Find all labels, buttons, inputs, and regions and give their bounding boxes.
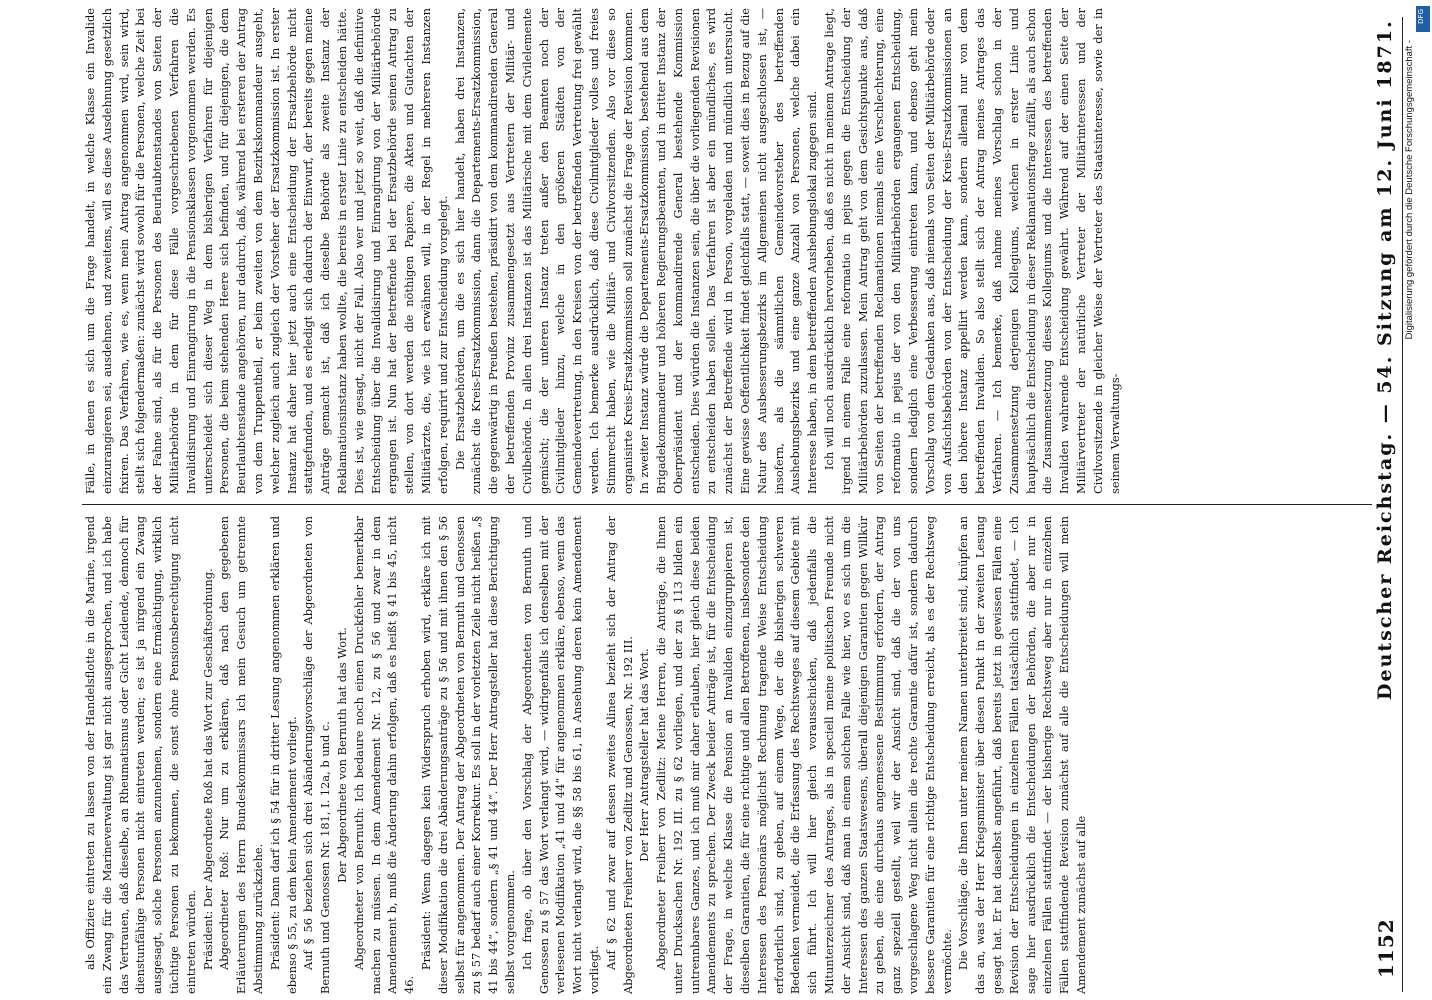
paragraph: Abgeordneter Freiherr von Zedlitz: Meine Herren, die Anträge, die Ihnen unter Drucksachen Nr. 192 III. zu § 62 vorliegen, und der zu § 113 bilden ein untrennbares Ganzes, und ich muß mir daher erlauben, hier gleich diese beiden Amendements zu sprechen. Der Zweck beider Anträge ist, für die Entscheidung der Frage, in welche Klasse die Pension an Invaliden einzugruppieren ist, dieselben Garantien, die für eine richtige und allen Betroffenen, insbesondere den Interessen des Pensionärs möglichst Rechnung tragende Weise Entscheidung erforderlich sind, zu geben, auf einem Wege, der die bisherigen schweren Bedenken vermeidet, die die Erfassung des Rechtsweges auf diesem Gebiete mit sich führt. Ich will hier gleich vorausschicken, daß jedenfalls die Mitunterzeichner des Antrages, als in speciell meine politischen Freunde nicht der Ansicht sind, daß man in einem solchen Falle wie hier, wo es sich um die Interessen des ganzen Staatswesens, überall diejenigen Garantien gegen Willkür zu geben, die eine durchaus angemessene Bestimmung erfordern, der Antrag ganz speziell gestellt, weil wir der Ansicht sind, daß die der von uns vorgeschlagene Weg nicht allein die rechte Garantie dafür ist, sondern dadurch bessere Garantien für eine richtige Entscheidung erreicht, als es der Rechtsweg vermöchte. bbox=[654, 516, 954, 994]
paragraph: Der Herr Antragsteller hat das Wort. bbox=[637, 648, 652, 862]
credit-text: Digitalisierung gefördert durch die Deutsche Forschungsgemeinschaft - bbox=[1404, 40, 1415, 340]
paragraph: Präsident: Dann darf ich § 54 für in dritter Lesung angenommen erklären und ebenso § 55, zu dem kein Amendement vorliegt. bbox=[267, 516, 299, 994]
dfg-logo-text: DFG bbox=[1417, 9, 1425, 24]
paragraph: als Offiziere eintreten zu lassen von der Handelsflotte in die Marine, irgend ein Zwang für die Marineverwaltung ist gar nicht ausgesprochen, und ich habe das Vertrauen, daß dieselbe, an Rheumatismus oder Gicht Leidende, dennoch für dienstunfähige Personen nicht eintreten werden; es ist ja nirgend ein Zwang ausgesagt, solche Personen anzunehmen, sondern eine Ermächtigung, wirklich tüchtige Personen zu bekommen, die sonst ohne Pensionsberechtigung nicht eintreten würden. bbox=[83, 516, 198, 994]
paragraph: Der Abgeordnete von Bernuth hat das Wort. bbox=[334, 627, 349, 883]
column-divider bbox=[82, 504, 1372, 505]
paragraph: Abgeordneter von Bernuth: Ich bedaure noch einen Druckfehler bemerkbar machen zu müssen. In dem Amendement Nr. 12, zu § 56 und zwar in dem Amendement b, muß die Änderung dahin erfolgen, daß es heißt § 41 bis 45, nicht 46. bbox=[351, 516, 417, 994]
paragraph: Fälle, in denen es sich um die Frage handelt, in welche Klasse ein Invalide einzurangieren sei, ausdehnen, und zweitens, will es diese Ausdehnung gesetzlich fixiren. Das Verfahren, wie es, wenn mein Antrag angenommen wird, sein wird, stellt sich folgendermaßen: zunächst wird sowohl für die Personen, welche Zeit bei der Fahne sind, als für die Personen des Beurlaubtenstandes von Seiten der Militärbehörde in dem für diese Fälle vorgeschriebenen Verfahren die Invalidisirung und Einrangirung in die Pensionsklassen vorgenommen werden. Es unterscheidet sich dieser Weg in dem bisherigen Verfahren für diejenigen Personen, die beim stehenden Heere sich befinden, und für diejenigen, die dem Beurlaubtenstande angehören, nur dadurch, daß, während bei ersteren der Antrag von dem Truppentheil, er beim zweiten von dem Bezirkskommandeur ausgeht, welcher zugleich auch zugleich der Vorsteher der Ersatzkommission ist. In erster Instanz hat daher hier jetzt auch eine Entscheidung der Ersatzbehörde nicht stattgefunden, und es erledigt sich dadurch der Einwurf, der bereits gegen meine Anträge gemacht ist, daß ich dieselbe Behörde als zweite Instanz der Reklamationsinstanz haben wollte, die bereits in erster Linie zu entscheiden hätte. Dies ist, wie gesagt, nicht der Fall. Also wer und jetzt so weit, daß die definitive Entscheidung über die Invalidisirung und Einrangirung von der Militärbehörde ergangen ist. Nun hat der Betreffende bei der Ersatzbehörde seinen Antrag zu stellen, von dort werden die nöthigen Papiere, die Akten und Gutachten der Militärärzte, die, wie ich erwähnen will, in der Regel in mehreren Instanzen erfolgen, requirirt und zur Entscheidung vorgelegt. bbox=[83, 8, 450, 494]
running-title: Deutscher Reichstag. — 54. Sitzung am 12. Juni 1871. bbox=[1374, 19, 1396, 700]
dfg-logo bbox=[1416, 6, 1430, 32]
paragraph: Abgeordneter Roß: Nur um zu erklären, daß nach den gegebenen Erläuterungen des Herrn Bundeskommissars ich mein Gesuch um getrennte Abstimmung zurückziehe. bbox=[217, 516, 265, 994]
paragraph: Ich frage, ob über den Vorschlag der Abgeordneten von Bernuth und Genossen zu § 57 das Wort verlangt wird, — widrigenfalls ich denselben mit der verlesenen Modifikation „41 und 44“ für angenommen erkläre, ebenso, wenn das Wort nicht verlangt wird, die §§ 58 bis 61, in Ansehung deren kein Amendement vorliegt. bbox=[519, 516, 601, 994]
paragraph: Auf § 56 beziehen sich drei Abänderungsvorschläge der Abgeordneten von Bernuth und Genossen Nr. 181, I. 12a, b und c. bbox=[301, 516, 333, 994]
paragraph: Die Vorschläge, die Ihnen unter meinem Namen unterbreitet sind, knüpfen an das an, was der Herr Kriegsminister über diesen Punkt in der zweiten Lesung gesagt hat. Er hat daselbst angeführt, daß bereits jetzt in gewissen Fällen eine Revision der Entscheidungen in einzelnen Fällen tatsächlich stattfindet, — ich sage hier ausdrücklich die Entscheidungen der Behörden, die aber nur in einzelnen Fällen stattfindet — der bisherige Rechtsweg aber nur in einzelnen Fällen stattfindende Revision zunächst auf alle die Entscheidungen will mein Amendement zunächst auf alle bbox=[956, 516, 1089, 994]
right-column bbox=[82, 8, 1372, 494]
header-rule bbox=[1402, 17, 1403, 992]
paragraph: Präsident: Der Abgeordnete Roß hat das Wort zur Geschäftsordnung. bbox=[200, 568, 215, 970]
paragraph: Die Ersatzbehörden, um die es sich hier handelt, haben drei Instanzen, zunächst die Kreis-Ersatzkommission, dann die Departements-Ersatzkommission, die gegenwärtig in Preußen bestehen, präsidirt von dem kommandirenden General der betreffenden Provinz zusammengesetzt aus Vertretern der Militär- und Civilbehörde. In allen drei Instanzen ist das Militärische mit dem Civilelemente gemischt; die der unteren Instanz treten außer den Beamten noch der Civilmitglieder hinzu, welche in den größeren Städten von der Gemeindevertretung, in den Kreisen von der betreffenden Vertretung frei gewählt werden. Ich bemerke ausdrücklich, daß diese Civilmitglieder volles und freies Stimmrecht haben, wie die Militär- und Civilvorsitzenden. Also vor diese so organisirte Kreis-Ersatzkommission soll zunächst die Frage der Revision kommen. In zweiter Instanz würde die Departements-Ersatzkommission, bestehend aus dem Brigadekommandeur und höheren Regierungsbeamten, und in dritter Instanz der Oberpräsident und der kommandirende General bestehende Kommission entscheiden. Dies würden die Instanzen sein, die über die vorliegenden Revisionen zu entscheiden haben sollen. Das Verfahren ist aber ein mündliches, es wird zunächst der Betreffende wird in Person, vorgeladen und mündlich untersucht. Eine gewisse Oeffentlichkeit findet gleichfalls statt, — soweit dies in Bezug auf die Natur des Ausbesserungsbezirks im Allgemeinen nicht ausgeschlossen ist, — insofern, als die sämmtlichen Gemeindevorsteher des betreffenden Aushebungsbezirks und eine ganze Anzahl von Personen, welche dabei ein Interesse haben, in dem betreffenden Aushebungslokal zugegen sind. bbox=[452, 8, 820, 494]
paragraph: Ich will noch ausdrücklich hervorheben, daß es nicht in meinem Antrage liegt, irgend in einem Falle eine reformatio in pejus gegen die Entscheidung der Militärbehörden zuzulassen. Mein Antrag geht von dem Gesichtspunkte aus, daß von Seiten der betreffenden Reclamationen niemals eine Verschlechterung, eine reformatio in pejus der von den Militärbehörden ergangenen Entscheidung, sondern lediglich eine Verbesserung eintreten kann, und ebenso geht mein Vorschlag von dem Gedanken aus, daß niemals von Seiten der Militärbehörde oder von Aufsichtsbehörden von der Entscheidung der Kreis-Ersatzkommissionen an den höhere Instanz appellirt werden kann, sondern allemal nur von dem betreffenden Invaliden. So also stellt sich der Antrag meines Antrages das Verfahren. — Ich bemerke, daß nahme meines Vorschlag schon in der Zusammensetzung derjenigen Kollegiums, welchen in erster Linie und hauptsächlich die Entscheidung in dieser Reklamationsfrage zufällt, als auch schon die Zusammensetzung dieses Kollegiums und die Interessen des betreffenden Invaliden wahrende Entscheidung gewährt. Während auf der einen Seite der Militärvertreter der natürliche Vertreter der Militärinteressen und der Civilvorsitzende in gleicher Weise der Vertreter des Staatsinteresse, sowie der in seinem Verwaltungs- bbox=[822, 8, 1122, 494]
paragraph: Präsident: Wenn dagegen kein Widerspruch erhoben wird, erkläre ich mit dieser Modifikation die drei Abänderungsanträge zu § 56 und mit ihnen den § 56 selbst für angenommen. Der Antrag der Abgeordneten von Bernuth und Genossen zu § 57 bedarf auch einer Korrektur. Es soll in der vorletzten Zeile nicht heißen „§ 41 bis 44“, sondern „§ 41 und 44“. Der Herr Antragsteller hat diese Berichtigung selbst vorgenommen. bbox=[418, 516, 517, 994]
page-number: 1152 bbox=[1374, 918, 1398, 978]
digitization-credit bbox=[1404, 40, 1418, 600]
left-column bbox=[82, 516, 1372, 994]
paragraph: Auf § 62 und zwar auf dessen zweites Alinea bezieht sich der Antrag der Abgeordneten Freiherr von Zedlitz und Genossen, Nr. 192 III. bbox=[603, 516, 635, 994]
